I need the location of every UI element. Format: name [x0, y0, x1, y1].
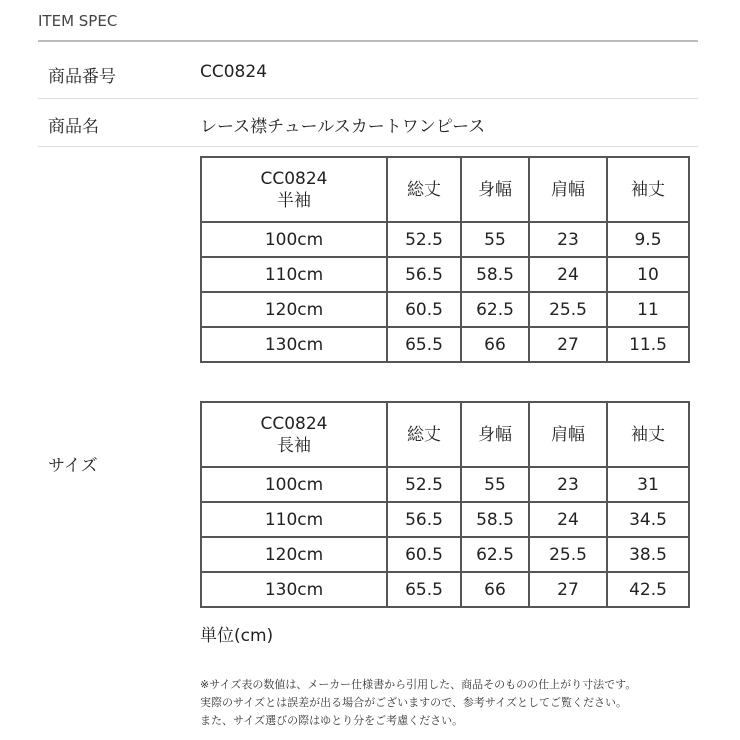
column-header: 袖丈 — [607, 402, 689, 467]
size-table-long-sleeve — [200, 401, 690, 608]
table-cell: 38.5 — [607, 537, 689, 572]
size-cell: 100cm — [201, 467, 387, 502]
product-number-value: CC0824 — [200, 62, 268, 82]
size-cell: 120cm — [201, 537, 387, 572]
table-cell: 52.5 — [387, 467, 461, 502]
table-row — [201, 327, 689, 362]
header-model-code: CC0824 — [260, 168, 328, 189]
column-header: 総丈 — [387, 402, 461, 467]
column-header: 肩幅 — [529, 402, 607, 467]
row-divider — [38, 146, 698, 147]
row-divider — [38, 98, 698, 99]
size-label: サイズ — [48, 456, 98, 476]
table-row — [201, 467, 689, 502]
table-cell: 25.5 — [529, 537, 607, 572]
table-header-row — [201, 157, 689, 222]
size-table-short-sleeve — [200, 156, 690, 363]
table-cell: 31 — [607, 467, 689, 502]
column-header: 袖丈 — [607, 157, 689, 222]
product-name-value: レース襟チュールスカートワンピース — [200, 117, 486, 137]
table-cell: 24 — [529, 502, 607, 537]
page-title: ITEM SPEC — [38, 12, 118, 30]
table-cell: 23 — [529, 222, 607, 257]
table-row — [201, 222, 689, 257]
table-row — [201, 537, 689, 572]
table-row — [201, 292, 689, 327]
table-cell: 60.5 — [387, 292, 461, 327]
table-cell: 56.5 — [387, 502, 461, 537]
column-header: 総丈 — [387, 157, 461, 222]
size-cell: 130cm — [201, 572, 387, 607]
table-cell: 10 — [607, 257, 689, 292]
table-cell: 34.5 — [607, 502, 689, 537]
table-cell: 25.5 — [529, 292, 607, 327]
table-row — [201, 257, 689, 292]
table-cell: 42.5 — [607, 572, 689, 607]
header-divider — [38, 40, 698, 42]
column-header: 身幅 — [461, 157, 529, 222]
table-cell: 56.5 — [387, 257, 461, 292]
table-cell: 23 — [529, 467, 607, 502]
table-cell: 62.5 — [461, 537, 529, 572]
header-sleeve-type: 長袖 — [277, 435, 311, 456]
size-cell: 110cm — [201, 257, 387, 292]
size-cell: 110cm — [201, 502, 387, 537]
column-header: 身幅 — [461, 402, 529, 467]
table-cell: 65.5 — [387, 572, 461, 607]
table-cell: 58.5 — [461, 257, 529, 292]
table-cell: 60.5 — [387, 537, 461, 572]
table-cell: 9.5 — [607, 222, 689, 257]
table-cell: 62.5 — [461, 292, 529, 327]
unit-note: 単位(cm) — [200, 626, 274, 646]
table-cell: 55 — [461, 467, 529, 502]
header-sleeve-type: 半袖 — [277, 190, 311, 211]
table-cell: 55 — [461, 222, 529, 257]
table-cell: 65.5 — [387, 327, 461, 362]
product-number-label: 商品番号 — [48, 67, 116, 87]
footnote-line: ※サイズ表の数値は、メーカー仕様書から引用した、商品そのものの仕上がり寸法です。 — [200, 678, 637, 691]
size-cell: 100cm — [201, 222, 387, 257]
size-cell: 120cm — [201, 292, 387, 327]
table-header-row — [201, 402, 689, 467]
size-cell: 130cm — [201, 327, 387, 362]
footnote-line: また、サイズ選びの際はゆとり分をご考慮ください。 — [200, 714, 464, 727]
table-row — [201, 502, 689, 537]
product-name-label: 商品名 — [48, 117, 99, 137]
table-cell: 11.5 — [607, 327, 689, 362]
header-model-code: CC0824 — [260, 413, 328, 434]
table-cell: 27 — [529, 572, 607, 607]
column-header: 肩幅 — [529, 157, 607, 222]
table-cell: 24 — [529, 257, 607, 292]
table-cell: 27 — [529, 327, 607, 362]
table-cell: 66 — [461, 327, 529, 362]
table-cell: 11 — [607, 292, 689, 327]
table-cell: 66 — [461, 572, 529, 607]
header-model-cell — [201, 157, 387, 222]
footnote-line: 実際のサイズとは誤差が出る場合がございますので、参考サイズとしてご覧ください。 — [200, 696, 628, 709]
header-model-cell — [201, 402, 387, 467]
table-cell: 58.5 — [461, 502, 529, 537]
table-row — [201, 572, 689, 607]
table-cell: 52.5 — [387, 222, 461, 257]
